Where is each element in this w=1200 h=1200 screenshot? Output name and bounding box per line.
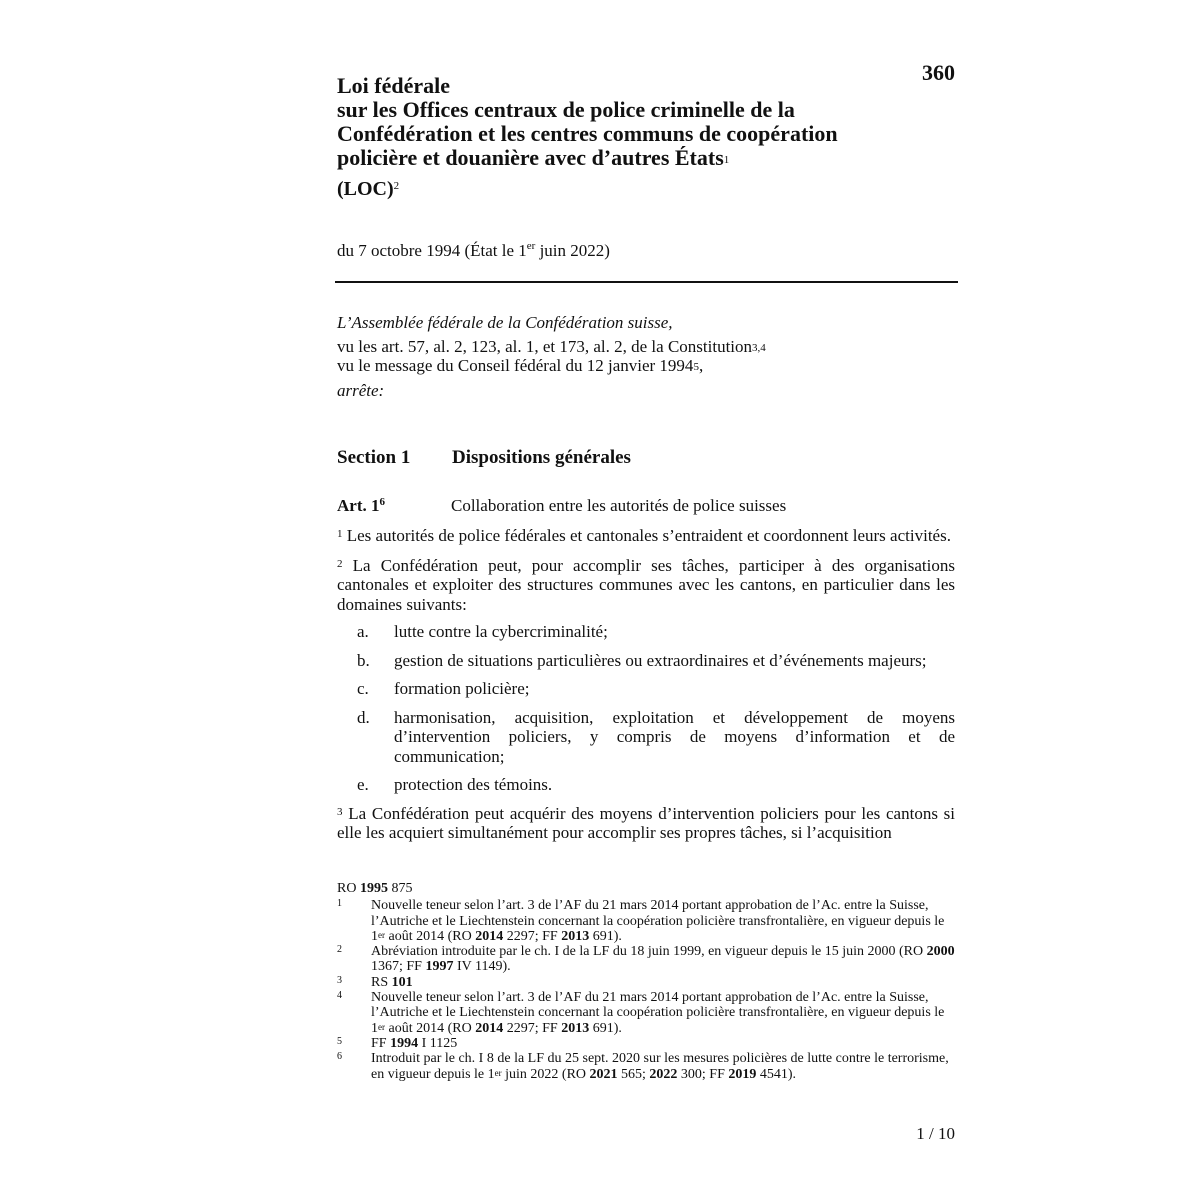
ro-year: 1995 [359, 881, 388, 896]
paragraph-2 [337, 556, 955, 615]
vu2-end: , [698, 356, 704, 375]
list-text: lutte contre la cybercriminalité; [394, 622, 608, 641]
fn-bold: 2014 [475, 928, 504, 944]
fn-sup: er [494, 1067, 502, 1078]
list-letter: d. [357, 707, 370, 727]
footnote-2 [337, 944, 957, 975]
footnote-ref-3-4[interactable]: 3,4 [752, 342, 766, 354]
footnote-text [371, 1051, 957, 1082]
paragraph-1-number: 1 [337, 528, 343, 540]
paragraph-2-number: 2 [337, 557, 343, 570]
list-letter: e. [357, 775, 369, 794]
article-heading [337, 496, 786, 516]
fn-bold: 101 [391, 974, 413, 990]
title-line-4 [337, 146, 937, 170]
section-heading [337, 447, 631, 469]
date-suffix: juin 2022) [535, 241, 610, 260]
list-text: protection des témoins. [394, 775, 553, 794]
footnote-ref-6[interactable]: 6 [379, 496, 385, 508]
footnote-ref-2[interactable]: 2 [393, 180, 400, 192]
fn-text: 2297; FF [503, 928, 562, 944]
fn-text: août 2014 (RO [385, 1020, 476, 1036]
list-item [337, 679, 955, 699]
footnote-5 [337, 1036, 957, 1051]
vu2-text: vu le message du Conseil fédéral du 12 janvier 1994 [337, 356, 694, 375]
footnote-number: 1 [337, 898, 342, 910]
footnote-number: 5 [337, 1035, 342, 1047]
fn-text: Nouvelle teneur selon l’art. 3 de l’AF du 21 mars 2014 portant approbation de l’Ac. entre la Suisse, l’Autriche et le Liechtenstein concernant la coopération policière transfrontalière, en vigueur depuis le 1 [371, 990, 945, 1036]
fn-text: 300; FF [677, 1066, 729, 1082]
page-footer: 1 / 10 [916, 1124, 955, 1143]
section-title: Dispositions générales [452, 447, 631, 468]
footnote-number: 6 [337, 1051, 342, 1063]
domains-list [337, 622, 955, 795]
fn-bold: 2019 [728, 1066, 757, 1082]
footnotes [337, 881, 957, 1082]
list-letter: b. [357, 650, 370, 670]
preamble-assembly: L’Assemblée fédérale de la Confédération suisse, [337, 313, 673, 332]
paragraph-1-text: Les autorités de police fédérales et cantonales s’entraident et coordonnent leurs activités. [342, 526, 951, 545]
title-line-4-text: policière et douanière avec d’autres États [337, 145, 724, 170]
list-text: harmonisation, acquisition, exploitation et développement de moyens d’intervention policiers, y compris de moyens d’information et de communication; [394, 707, 955, 766]
fn-text: Abréviation introduite par le ch. I de la LF du 18 juin 1999, en vigueur depuis le 15 juin 2000 (RO [371, 944, 927, 960]
footnote-ro [337, 881, 957, 896]
preamble-arrete: arrête: [337, 381, 385, 400]
footnote-text [371, 898, 957, 944]
preamble [337, 313, 957, 400]
fn-sup: er [378, 929, 385, 940]
footnote-6 [337, 1051, 957, 1082]
fn-sup: er [378, 1021, 385, 1032]
fn-text: 2297; FF [503, 1020, 562, 1036]
fn-bold: 2022 [649, 1066, 678, 1082]
footnote-text [371, 944, 957, 975]
fn-text: 1367; FF [371, 959, 426, 975]
fn-text: 691). [589, 928, 622, 944]
article-body [337, 526, 955, 853]
law-abbreviation [337, 178, 399, 201]
list-item [337, 775, 955, 795]
paragraph-3-text: La Confédération peut acquérir des moyens d’intervention policiers pour les cantons si elle les acquiert simultanément pour accomplir ses propres tâches, si l’acquisition [337, 803, 955, 842]
list-text: gestion de situations particulières ou extraordinaires et d’événements majeurs; [394, 650, 927, 670]
law-date [337, 241, 610, 261]
title-line-3: Confédération et les centres communs de coopération [337, 121, 838, 146]
section-number: Section 1 [337, 447, 411, 468]
footnote-3 [337, 975, 957, 990]
footnote-text [371, 975, 957, 990]
fn-bold: 2000 [926, 944, 955, 960]
header-divider [335, 281, 958, 283]
list-letter: c. [357, 679, 369, 698]
fn-bold: 2013 [561, 1020, 590, 1036]
footnote-ref-1[interactable]: 1 [723, 154, 730, 166]
list-item [337, 622, 955, 642]
preamble-vu-message [337, 356, 957, 375]
fn-bold: 1994 [390, 1035, 419, 1051]
fn-text: FF [371, 1035, 391, 1051]
article-number-text: Art. 1 [337, 496, 380, 515]
footnote-text [371, 990, 957, 1036]
paragraph-3 [337, 804, 955, 843]
law-title [337, 74, 937, 170]
list-item [337, 651, 955, 671]
fn-text: I 1125 [418, 1035, 458, 1051]
page-number-top: 360 [922, 60, 955, 85]
fn-bold: 2014 [475, 1020, 504, 1036]
fn-text: 565; [617, 1066, 650, 1082]
paragraph-1 [337, 526, 955, 546]
fn-bold: 2013 [561, 928, 590, 944]
list-text: formation policière; [394, 679, 530, 698]
fn-text: IV 1149). [453, 959, 511, 975]
fn-text: Nouvelle teneur selon l’art. 3 de l’AF du 21 mars 2014 portant approbation de l’Ac. entre la Suisse, l’Autriche et le Liechtenstein concernant la coopération policière transfrontalière, en vigueur depuis le 1 [371, 898, 945, 944]
paragraph-3-number: 3 [337, 805, 343, 818]
paragraph-2-text: La Confédération peut, pour accomplir ses tâches, participer à des organisations cantonales et exploiter des structures communes avec les cantons, en particulier dans les domaines suivants: [337, 555, 955, 614]
article-title: Collaboration entre les autorités de police suisses [451, 496, 787, 515]
fn-text: Introduit par le ch. I 8 de la LF du 25 sept. 2020 sur les mesures policières de lutte contre le terrorisme, en vigueur depuis le 1 [371, 1051, 949, 1082]
ro-prefix: RO [337, 881, 360, 896]
footnote-1 [337, 898, 957, 944]
footnote-4 [337, 990, 957, 1036]
ro-page: 875 [387, 881, 413, 896]
footnote-ref-5[interactable]: 5 [693, 361, 699, 373]
fn-text: 691). [589, 1020, 622, 1036]
fn-text: 4541). [756, 1066, 797, 1082]
article-number [337, 496, 451, 516]
abbreviation-text: (LOC) [337, 178, 394, 200]
fn-bold: 1997 [425, 959, 454, 975]
list-item [337, 708, 955, 767]
list-letter: a. [357, 622, 369, 641]
fn-bold: 2021 [589, 1066, 618, 1082]
fn-text: RS [371, 974, 392, 990]
vu1-text: vu les art. 57, al. 2, 123, al. 1, et 173, al. 2, de la Constitution [337, 337, 753, 356]
title-line-2: sur les Offices centraux de police criminelle de la [337, 97, 795, 122]
footnote-number: 2 [337, 944, 342, 956]
footnote-number: 4 [337, 990, 342, 1002]
preamble-vu-constitution [337, 337, 957, 356]
footnote-text [371, 1036, 957, 1051]
date-prefix: du 7 octobre 1994 (État le 1 [337, 241, 527, 260]
fn-text: juin 2022 (RO [501, 1066, 590, 1082]
footnote-number: 3 [337, 974, 342, 986]
title-line-1: Loi fédérale [337, 73, 451, 98]
fn-text: août 2014 (RO [385, 928, 476, 944]
date-sup: er [526, 240, 536, 252]
